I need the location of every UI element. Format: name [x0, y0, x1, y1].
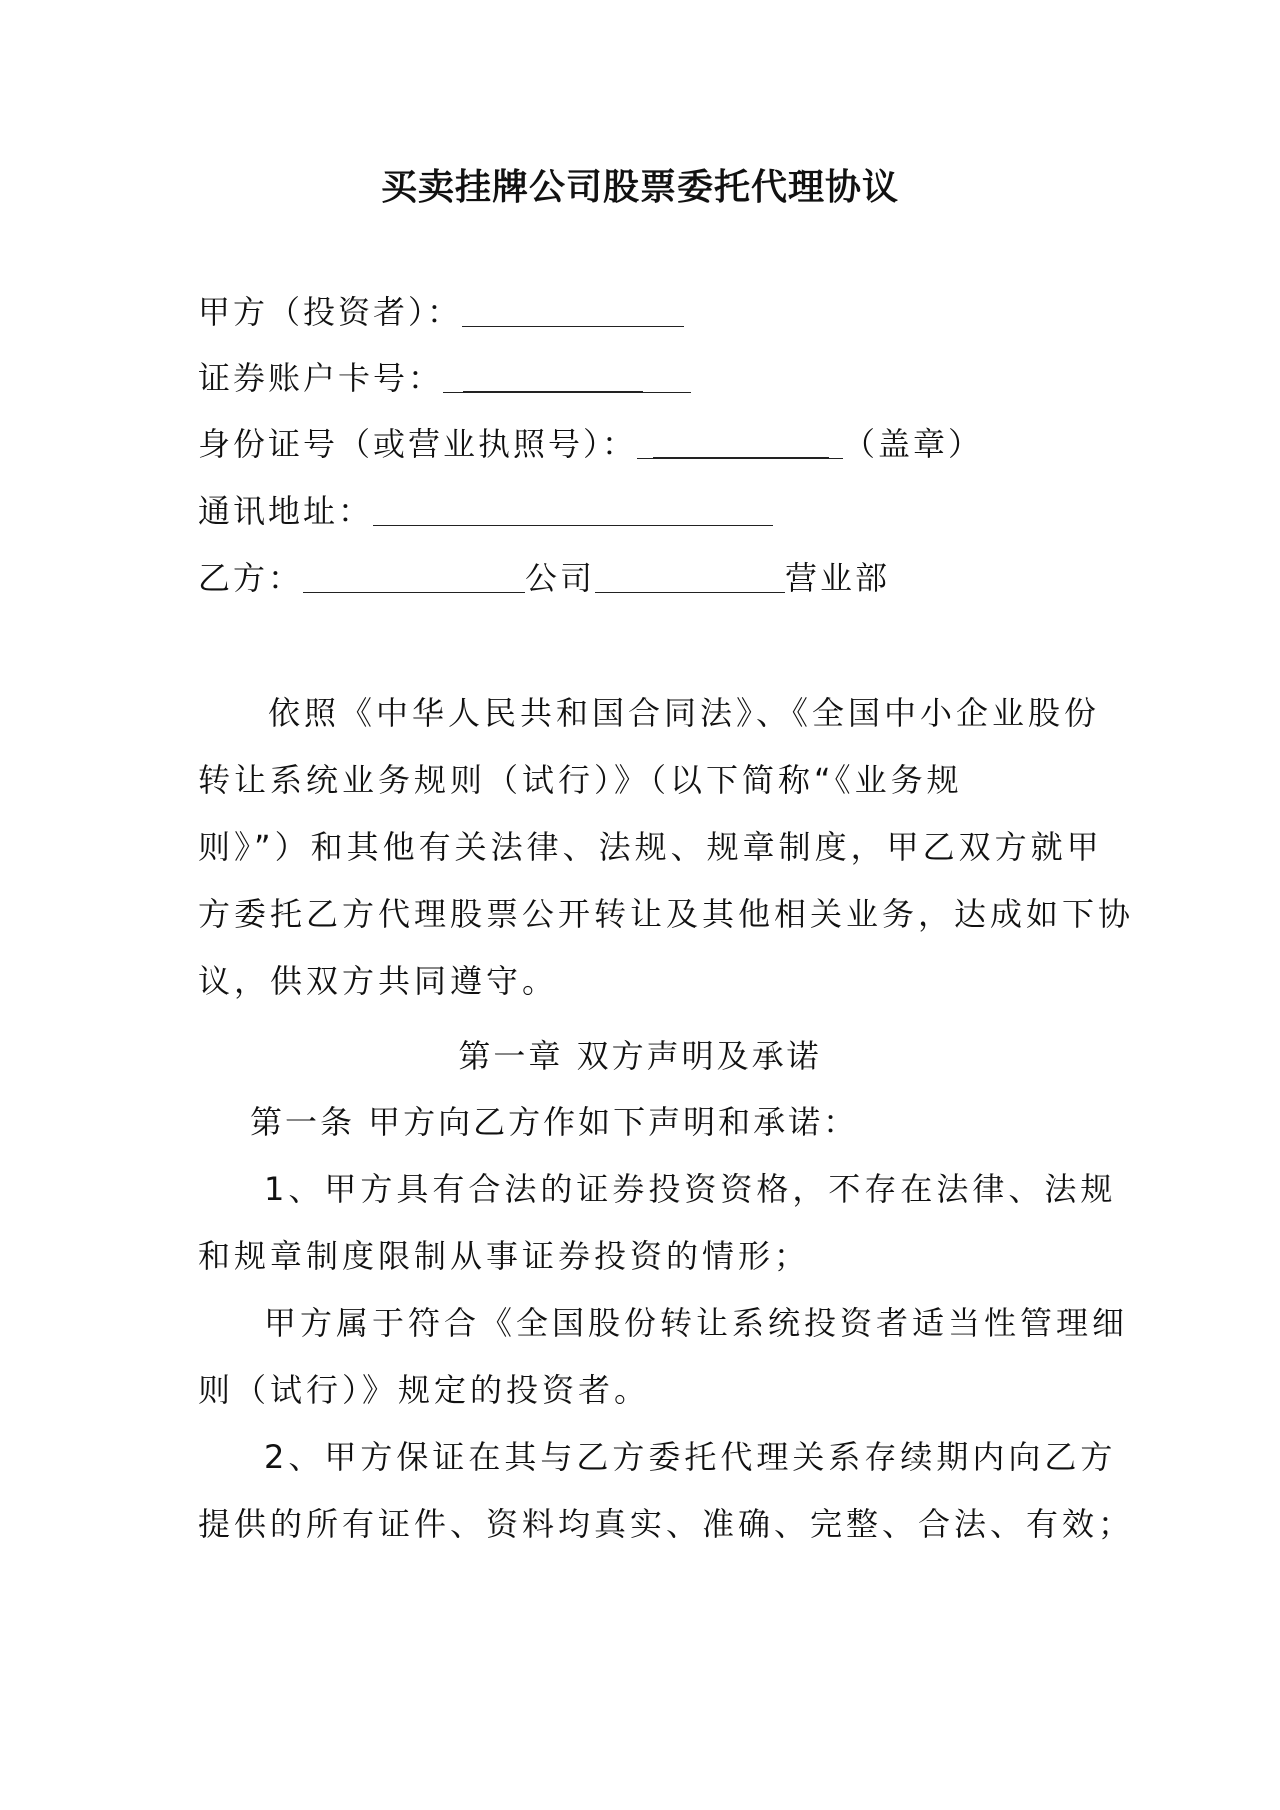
- id-line: [198, 422, 983, 466]
- preamble-line: 则》”）和其他有关法律、法规、规章制度，甲乙双方就甲: [198, 828, 1103, 866]
- address-label: 通讯地址：: [198, 492, 374, 530]
- preamble-line: 议，供双方共同遵守。: [198, 962, 559, 1000]
- party-b-dept-blank: [595, 558, 785, 593]
- party-b-dept: 营业部: [785, 559, 891, 597]
- item-1-line: 1、甲方具有合法的证券投资资格，不存在法律、法规: [264, 1170, 1117, 1208]
- party-b-line: [198, 556, 890, 600]
- party-a-line: [198, 290, 684, 334]
- article-heading: 第一条 甲方向乙方作如下声明和承诺：: [250, 1103, 859, 1141]
- account-label: 证券账户卡号：: [198, 359, 444, 397]
- account-blank-tail: [643, 358, 691, 393]
- item-2-paragraph: [198, 1424, 1135, 1558]
- item-1b-line: 则（试行）》规定的投资者。: [198, 1371, 651, 1409]
- party-b-label: 乙方：: [198, 559, 304, 597]
- chapter-heading: 第一章 双方声明及承诺: [458, 1037, 822, 1075]
- id-suffix: （盖章）: [843, 425, 984, 463]
- preamble-line: 方委托乙方代理股票公开转让及其他相关业务，达成如下协: [198, 895, 1135, 933]
- item-2-line: 提供的所有证件、资料均真实、准确、完整、合法、有效；: [198, 1505, 1135, 1543]
- preamble-line: 依照《中华人民共和国合同法》、《全国中小企业股份: [268, 694, 1101, 732]
- address-line: [198, 489, 773, 533]
- address-blank: [373, 491, 773, 526]
- id-label: 身份证号（或营业执照号）：: [198, 425, 638, 463]
- account-blank-lead: [443, 358, 463, 393]
- party-a-blank: [462, 292, 684, 327]
- item-1-paragraph: [198, 1156, 1117, 1290]
- id-blank-tail: [829, 424, 843, 459]
- id-blank: [653, 423, 829, 459]
- party-b-company: 公司: [525, 559, 596, 597]
- preamble-paragraph: [198, 680, 1135, 1015]
- item-1b-line: 甲方属于符合《全国股份转让系统投资者适当性管理细: [264, 1304, 1129, 1342]
- party-b-company-blank: [303, 558, 525, 593]
- item-1b-paragraph: [198, 1290, 1129, 1424]
- id-blank-lead: [637, 424, 653, 459]
- item-1-line: 和规章制度限制从事证券投资的情形；: [198, 1237, 811, 1275]
- item-2-line: 2、甲方保证在其与乙方委托代理关系存续期内向乙方: [264, 1438, 1117, 1476]
- account-blank: [463, 357, 643, 393]
- document-title: 买卖挂牌公司股票委托代理协议: [380, 167, 899, 208]
- preamble-line: 转让系统业务规则（试行）》（以下简称“《业务规: [198, 761, 963, 799]
- account-line: [198, 356, 691, 400]
- party-a-label: 甲方（投资者）：: [198, 293, 463, 331]
